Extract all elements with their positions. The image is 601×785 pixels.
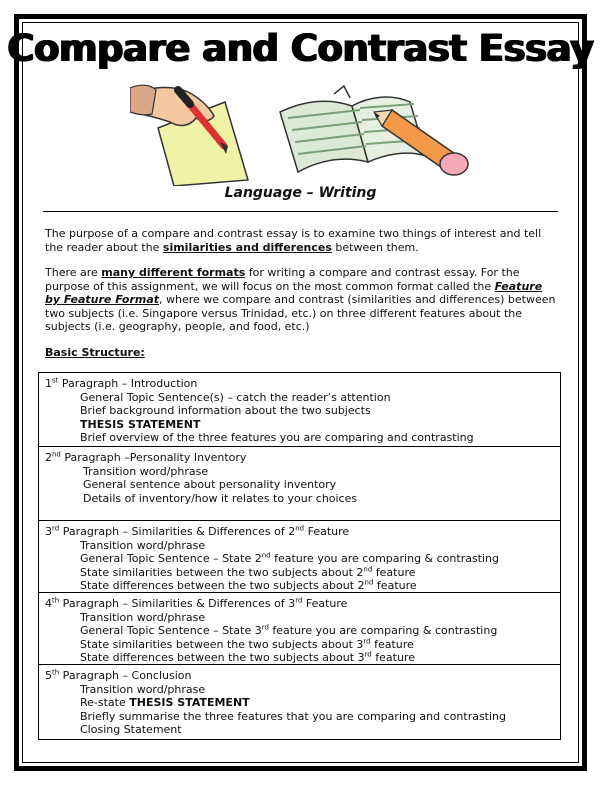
list-item: General Topic Sentence – State 3rd feature you are comparing & contrasting <box>80 623 498 637</box>
list-item: State similarities between the two subjects about 3rd feature <box>80 636 414 651</box>
paragraph-heading: 1st Paragraph – Introduction <box>45 376 198 390</box>
intro-paragraph-2: There are many different formats for writing a compare and contrast essay. For the purpose of this assignment, we will focus on the most common format called the Feature by Feature Format, where we compare and contrast (similarities and differences) between two subjects (i.e. Singapore versus Trinidad, etc.) on three different features about the subjects (i.e. geography, people, and food, etc.) <box>45 266 556 333</box>
page-title: Compare and Contrast Essay <box>7 27 594 70</box>
paragraph-heading: 2nd Paragraph –Personality Inventory <box>45 450 247 464</box>
basic-structure-heading: Basic Structure: <box>45 346 145 359</box>
writing-clipart-icon <box>130 74 470 186</box>
list-item: General Topic Sentence – State 2nd feature you are comparing & contrasting <box>80 551 500 565</box>
list-item: Transition word/phrase <box>80 610 206 624</box>
list-item: Briefly summarise the three features that you are comparing and contrasting <box>80 709 507 723</box>
paragraph-heading: 5th Paragraph – Conclusion <box>45 668 192 682</box>
list-item: Transition word/phrase <box>80 682 206 696</box>
paragraph-items <box>80 611 497 665</box>
table-row <box>39 447 560 521</box>
list-item: Brief background information about the two subjects <box>80 404 371 417</box>
list-item: Brief overview of the three features you are comparing and contrasting <box>80 431 474 444</box>
highlight-similarities: similarities and differences <box>162 240 332 254</box>
paragraph-heading: 3rd Paragraph – Similarities & Differences of 2nd Feature <box>45 524 350 538</box>
paragraph-items <box>83 465 357 506</box>
paragraph-items <box>80 539 499 593</box>
highlight-format-name: Feature by Feature Format <box>45 279 543 306</box>
list-item: Closing Statement <box>80 723 182 736</box>
table-row <box>39 665 560 739</box>
table-row <box>39 373 560 447</box>
divider <box>43 211 558 212</box>
paragraph-heading: 4th Paragraph – Similarities & Differences of 3rd Feature <box>45 596 348 610</box>
structure-table <box>38 372 561 740</box>
list-item: State similarities between the two subjects about 2nd feature <box>80 564 416 579</box>
list-item: Transition word/phrase <box>80 538 206 552</box>
list-item: Transition word/phrase <box>83 464 209 478</box>
subtitle: Language – Writing <box>224 185 377 201</box>
list-item: Re-state THESIS STATEMENT <box>80 696 250 709</box>
table-row <box>39 593 560 665</box>
list-item: General sentence about personality inventory <box>83 478 337 491</box>
list-item: State differences between the two subjects about 3rd feature <box>80 650 415 664</box>
list-item: Details of inventory/how it relates to your choices <box>83 491 358 505</box>
highlight-formats: many different formats <box>101 266 246 279</box>
list-item: General Topic Sentence(s) – catch the reader’s attention <box>80 390 391 404</box>
table-row <box>39 521 560 593</box>
paragraph-items <box>80 391 474 445</box>
paragraph-items <box>80 683 506 737</box>
list-item: THESIS STATEMENT <box>80 417 201 431</box>
list-item: State differences between the two subjects about 2nd feature <box>80 578 417 592</box>
intro-paragraph-1: The purpose of a compare and contrast essay is to examine two things of interest and tell the reader about the similarities and differences between them. <box>45 227 542 254</box>
